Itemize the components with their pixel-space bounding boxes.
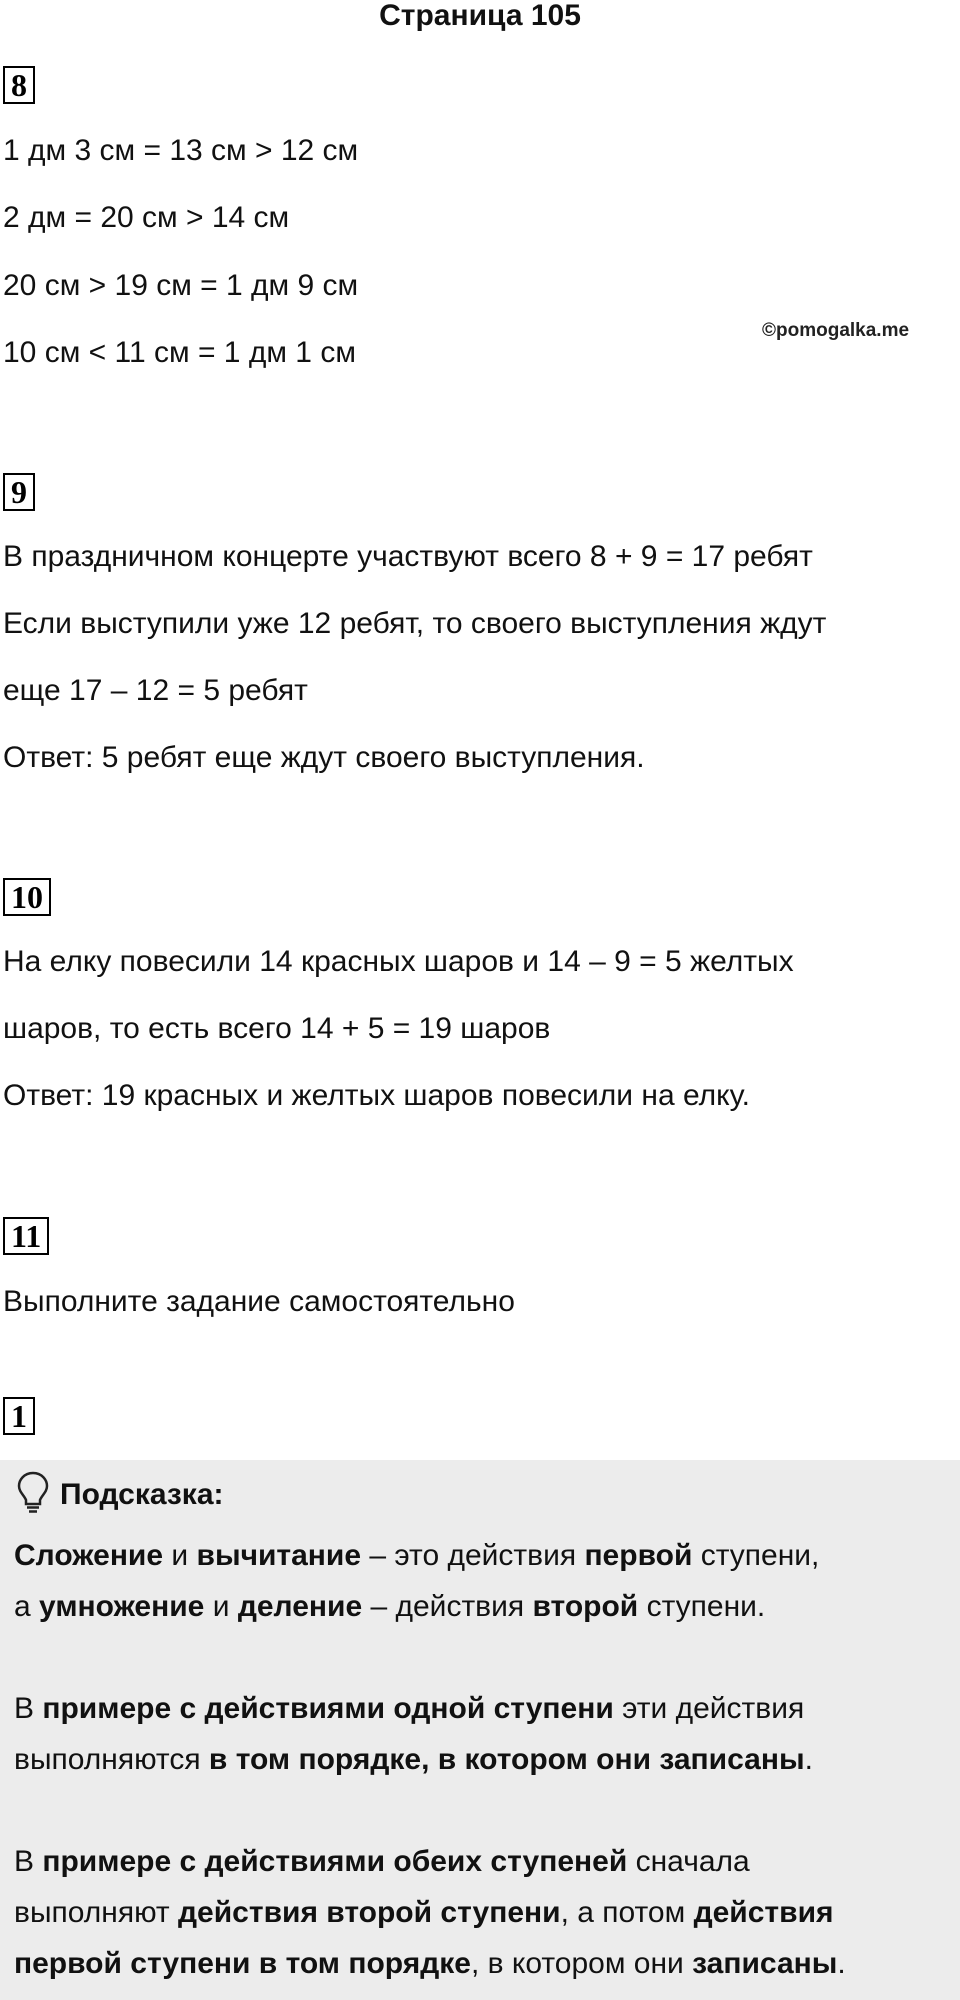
task-number-1: 1 [3,1397,35,1435]
text: . [837,1947,846,1980]
hint-line-4 [14,1742,813,1778]
text: выполняются [14,1743,209,1776]
hint-line-6 [14,1895,834,1931]
bold-text: второй [532,1590,639,1623]
text: сначала [627,1845,750,1878]
bold-text: в том порядке, в котором они записаны [208,1743,805,1776]
text: ступени. [638,1590,766,1623]
bold-text: деление [237,1590,363,1623]
task-8-line-3: 20 см > 19 см = 1 дм 9 см [3,269,359,302]
text: эти действия [613,1692,805,1725]
bold-text: вычитание [196,1539,362,1572]
hint-line-2 [14,1589,765,1625]
text: – это действия [361,1539,585,1572]
hint-title: Подсказка: [60,1477,224,1511]
task-number-9: 9 [3,473,35,511]
text: . [804,1743,813,1776]
bold-text: записаны [692,1947,838,1980]
task-number-11: 11 [3,1217,49,1255]
text: ступени, [692,1539,820,1572]
text: В [14,1692,43,1725]
task-8-line-1: 1 дм 3 см = 13 см > 12 см [3,134,359,167]
text: выполняют [14,1896,179,1929]
bold-text: первой ступени в том порядке [14,1947,471,1980]
task-8-line-4: 10 см < 11 см = 1 дм 1 см [3,336,356,369]
page-title: Страница 105 [379,0,581,32]
bold-text: умножение [39,1590,205,1623]
task-9-line-3: еще 17 – 12 = 5 ребят [3,674,308,707]
bold-text: первой [584,1539,693,1572]
task-9-line-2: Если выступили уже 12 ребят, то своего выступления ждут [3,607,827,640]
task-number-10: 10 [3,878,51,916]
bold-text: действия [693,1896,834,1929]
text: – действия [362,1590,533,1623]
lightbulb-icon [16,1470,50,1519]
task-11-line-1: Выполните задание самостоятельно [3,1285,515,1318]
text: , а потом [560,1896,694,1929]
task-8-line-2: 2 дм = 20 см > 14 см [3,201,290,234]
hint-line-1 [14,1538,819,1574]
text: а [14,1590,40,1623]
hint-line-5 [14,1844,750,1880]
bold-text: примере с действиями обеих ступеней [42,1845,628,1878]
hint-header [16,1470,224,1519]
text: В [14,1845,43,1878]
text: , в котором они [470,1947,693,1980]
watermark: ©pomogalka.me [762,320,910,341]
bold-text: действия второй ступени [178,1896,561,1929]
text: и [163,1539,197,1572]
bold-text: Сложение [14,1539,164,1572]
task-9-line-1: В праздничном концерте участвуют всего 8 + 9 = 17 ребят [3,540,813,573]
task-10-line-1: На елку повесили 14 красных шаров и 14 – 9 = 5 желтых [3,945,794,978]
bold-text: примере с действиями одной ступени [42,1692,614,1725]
task-10-line-2: шаров, то есть всего 14 + 5 = 19 шаров [3,1012,551,1045]
task-9-line-4: Ответ: 5 ребят еще ждут своего выступления. [3,741,645,774]
task-10-line-3: Ответ: 19 красных и желтых шаров повесили на елку. [3,1079,750,1112]
hint-line-7 [14,1946,846,1982]
text: и [204,1590,238,1623]
task-number-8: 8 [3,66,35,104]
hint-line-3 [14,1691,804,1727]
hint-box [0,1460,960,2000]
